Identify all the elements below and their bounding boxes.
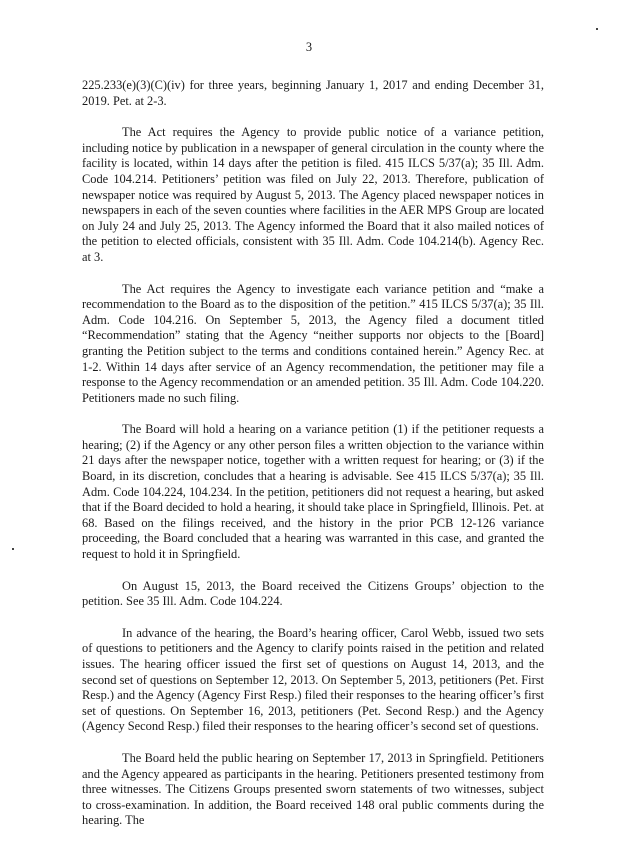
body-text	[82, 78, 544, 845]
paragraph-public-hearing: The Board held the public hearing on September 17, 2013 in Springfield. Petitioners and the Agency appeared as participants in the hearing. Petitioners presented testimony from three witnesses. The Citizens Groups presented sworn statements of two witnesses, subject to cross-examination. In addition, the Board received 148 oral public comments during the hearing. The	[82, 750, 544, 828]
scan-speck	[12, 548, 14, 550]
paragraph-citizens-objection: On August 15, 2013, the Board received the Citizens Groups’ objection to the petition. See 35 Ill. Adm. Code 104.224.	[82, 578, 544, 609]
paragraph-hearing-requirements: The Board will hold a hearing on a variance petition (1) if the petitioner requests a hearing; (2) if the Agency or any other person files a written objection to the variance within 21 days after the newspaper notice, together with a written request for hearing; or (3) if the Board, in its discretion, concludes that a hearing is advisable. See 415 ILCS 5/37(a); 35 Ill. Adm. Code 104.224, 104.234. In the petition, petitioners did not request a hearing, but asked that if the Board decided to hold a hearing, it should take place in Springfield, Illinois. Pet. at 68. Based on the filings received, and the history in the prior PCB 12-126 variance proceeding, the Board concluded that a hearing was warranted in this case, and granted the request to hold it in Springfield.	[82, 422, 544, 562]
paragraph-hearing-officer-questions: In advance of the hearing, the Board’s hearing officer, Carol Webb, issued two sets of questions to petitioners and the Agency to clarify points raised in the petition and related issues. The hearing officer issued the first set of questions on August 14, 2013, and the second set of questions on September 12, 2013. On September 5, 2013, petitioners (Pet. First Resp.) and the Agency (Agency First Resp.) filed their responses to the hearing officer’s first set of questions. On September 16, 2013, petitioners (Pet. Second Resp.) and the Agency (Agency Second Resp.) filed their responses to the hearing officer’s second set of questions.	[82, 625, 544, 734]
paragraph-public-notice: The Act requires the Agency to provide public notice of a variance petition, including notice by publication in a newspaper of general circulation in the county where the facility is located, within 14 days after the petition is filed. 415 ILCS 5/37(a); 35 Ill. Adm. Code 104.214. Petitioners’ petition was filed on July 22, 2013. Therefore, publication of newspaper notice was required by August 5, 2013. The Agency placed newspaper notices in newspapers in each of the seven counties where facilities in the AER MPS Group are located on July 24 and July 25, 2013. The Agency informed the Board that it also mailed notices of the petition to elected officials, consistent with 35 Ill. Adm. Code 104.214(b). Agency Rec. at 3.	[82, 125, 544, 264]
scan-speck	[596, 28, 598, 30]
paragraph-agency-recommendation: The Act requires the Agency to investigate each variance petition and “make a recommendation to the Board as to the disposition of the petition.” 415 ILCS 5/37(a); 35 Ill. Adm. Code 104.216. On September 5, 2013, the Agency filed a document titled “Recommendation” stating that the Agency “neither supports nor objects to the [Board] granting the Petition subject to the terms and conditions contained herein.” Agency Rec. at 1-2. Within 14 days after service of an Agency recommendation, the petitioner may file a response to the Agency recommendation or an amended petition. 35 Ill. Adm. Code 104.220. Petitioners made no such filing.	[82, 281, 544, 405]
paragraph-continuation: 225.233(e)(3)(C)(iv) for three years, beginning January 1, 2017 and ending December 31, 2019. Pet. at 2-3.	[82, 78, 544, 108]
page-number: 3	[305, 40, 313, 54]
